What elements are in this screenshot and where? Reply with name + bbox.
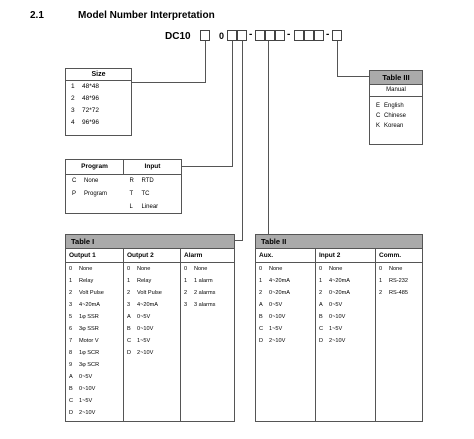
program-item: P Program bbox=[72, 191, 108, 197]
input-item: L Linear bbox=[129, 204, 159, 210]
size-item: 4 96*96 bbox=[71, 119, 99, 126]
table2-col-input2 bbox=[316, 249, 376, 422]
table-row: 2 0~20mA bbox=[319, 290, 350, 296]
size-item: 3 72*72 bbox=[71, 107, 99, 114]
input-item: T TC bbox=[129, 191, 150, 197]
size-item: 1 48*48 bbox=[71, 83, 99, 90]
column-header: Output 1 bbox=[66, 249, 123, 263]
model-fixed-digit: 0 bbox=[219, 31, 225, 41]
table-row: 0 None bbox=[319, 266, 343, 272]
table2-col-aux bbox=[256, 249, 316, 422]
table-row: 2 Volt Pulse bbox=[69, 290, 104, 296]
connector-table1-v bbox=[242, 41, 243, 241]
section-number: 2.1 bbox=[30, 10, 44, 21]
table-row: 3 4~20mA bbox=[127, 302, 158, 308]
input-item: R RTD bbox=[129, 178, 154, 184]
code-box-alarm bbox=[275, 30, 285, 41]
input-title: Input bbox=[144, 163, 161, 170]
table1-col-output1 bbox=[66, 249, 124, 422]
table-row: B 0~10V bbox=[127, 326, 154, 332]
table-row: A 0~5V bbox=[319, 302, 343, 308]
table3-item: E English bbox=[376, 103, 404, 109]
table2-box bbox=[255, 234, 423, 422]
input-column bbox=[124, 175, 182, 214]
table-row: 2 2 alarms bbox=[184, 290, 216, 296]
table-row: 1 4~20mA bbox=[319, 278, 350, 284]
table-row: A 0~5V bbox=[127, 314, 151, 320]
table-row: C 1~5V bbox=[69, 398, 93, 404]
table-row: 3 4~20mA bbox=[69, 302, 100, 308]
table3-box bbox=[369, 70, 423, 145]
table-row: 1 RS-232 bbox=[379, 278, 408, 284]
column-header: Aux. bbox=[256, 249, 315, 263]
table-row: B 0~10V bbox=[69, 386, 96, 392]
table-row: C 1~5V bbox=[259, 326, 283, 332]
code-box-program bbox=[227, 30, 237, 41]
table-row: D 2~10V bbox=[319, 338, 346, 344]
code-box-output1 bbox=[255, 30, 265, 41]
table-row: 0 None bbox=[259, 266, 283, 272]
code-box-input2 bbox=[304, 30, 314, 41]
connector-table2-v bbox=[268, 41, 269, 241]
connector-table3-h bbox=[337, 76, 369, 77]
table-row: D 2~10V bbox=[69, 410, 96, 416]
code-box-output2 bbox=[265, 30, 275, 41]
code-box-manual bbox=[332, 30, 342, 41]
code-box-size bbox=[200, 30, 210, 41]
column-header: Output 2 bbox=[124, 249, 180, 263]
table-row: 0 None bbox=[69, 266, 93, 272]
code-dash-2: - bbox=[287, 29, 291, 40]
table-row: 2 Volt Pulse bbox=[127, 290, 162, 296]
table-row: D 2~10V bbox=[259, 338, 286, 344]
connector-table1-h bbox=[235, 240, 243, 241]
table3-title: Table III bbox=[370, 71, 422, 85]
table-row: 1 1 alarm bbox=[184, 278, 213, 284]
table-row: A 0~5V bbox=[259, 302, 283, 308]
table2-title: Table II bbox=[256, 235, 422, 249]
table-row: 1 Relay bbox=[69, 278, 94, 284]
program-item: C None bbox=[72, 178, 99, 184]
table-row: 6 3φ SSR bbox=[69, 326, 99, 332]
table-row: B 0~10V bbox=[259, 314, 286, 320]
table-row: C 1~5V bbox=[127, 338, 151, 344]
table1-col-alarm bbox=[181, 249, 234, 422]
table-row: 2 RS-485 bbox=[379, 290, 408, 296]
size-box bbox=[65, 68, 132, 136]
table-row: B 0~10V bbox=[319, 314, 346, 320]
table2-col-comm bbox=[376, 249, 422, 422]
table-row: 9 3φ SCR bbox=[69, 362, 100, 368]
table-row: 5 1φ SSR bbox=[69, 314, 99, 320]
program-column bbox=[66, 175, 124, 214]
code-box-input bbox=[237, 30, 247, 41]
model-prefix: DC10 bbox=[165, 31, 191, 42]
size-title: Size bbox=[66, 69, 131, 81]
table-row: 1 4~20mA bbox=[259, 278, 290, 284]
table-row: 0 None bbox=[127, 266, 151, 272]
program-input-box bbox=[65, 159, 182, 214]
table-row: 0 None bbox=[184, 266, 208, 272]
code-box-aux bbox=[294, 30, 304, 41]
table1-title: Table I bbox=[66, 235, 234, 249]
connector-program-v bbox=[232, 41, 233, 167]
column-header: Comm. bbox=[376, 249, 422, 263]
table-row: 3 3 alarms bbox=[184, 302, 216, 308]
connector-size-v bbox=[205, 41, 206, 82]
table-row: C 1~5V bbox=[319, 326, 343, 332]
table-row: 7 Motor V bbox=[69, 338, 99, 344]
code-box-comm bbox=[314, 30, 324, 41]
column-header: Input 2 bbox=[316, 249, 375, 263]
section-title: Model Number Interpretation bbox=[78, 10, 215, 21]
table3-subtitle: Manual bbox=[370, 85, 422, 97]
program-title: Program bbox=[66, 160, 124, 174]
size-item: 2 48*96 bbox=[71, 95, 99, 102]
table-row: D 2~10V bbox=[127, 350, 154, 356]
code-dash-3: - bbox=[326, 29, 330, 40]
code-dash-1: - bbox=[249, 29, 253, 40]
table-row: 0 None bbox=[379, 266, 403, 272]
connector-table3-v bbox=[337, 41, 338, 77]
column-header: Alarm bbox=[181, 249, 234, 263]
connector-size-h bbox=[132, 82, 206, 83]
table-row: 1 Relay bbox=[127, 278, 152, 284]
table3-item: K Korean bbox=[376, 123, 404, 129]
table-row: A 0~5V bbox=[69, 374, 93, 380]
table3-item: C Chinese bbox=[376, 113, 407, 119]
connector-program-h bbox=[182, 166, 233, 167]
table1-col-output2 bbox=[124, 249, 181, 422]
table-row: 2 0~20mA bbox=[259, 290, 290, 296]
table1-box bbox=[65, 234, 235, 422]
table-row: 8 1φ SCR bbox=[69, 350, 100, 356]
